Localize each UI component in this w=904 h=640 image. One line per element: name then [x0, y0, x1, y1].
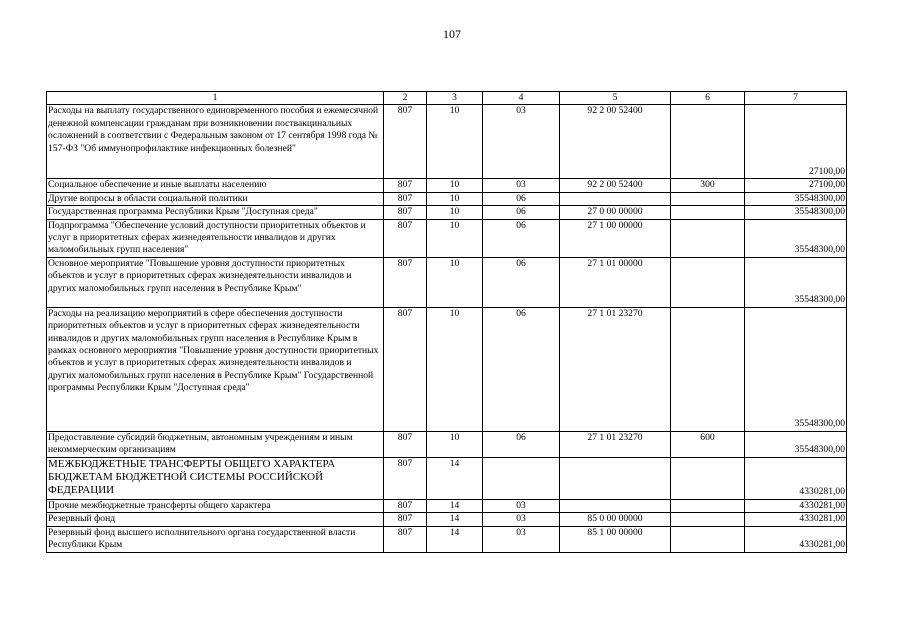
- cell-c3: 14: [427, 499, 483, 512]
- cell-c6: [671, 499, 745, 512]
- table-row: [47, 513, 847, 526]
- table-row: [47, 526, 847, 552]
- cell-c6: [671, 307, 745, 431]
- table-row: [47, 307, 847, 431]
- cell-c4: 06: [483, 206, 560, 219]
- cell-c3: 10: [427, 179, 483, 192]
- cell-c7: 35548300,00: [745, 257, 847, 307]
- cell-c6: 300: [671, 179, 745, 192]
- table-row: [47, 257, 847, 307]
- cell-c5: 27 1 01 00000: [560, 257, 671, 307]
- cell-c5: 85 1 00 00000: [560, 526, 671, 552]
- cell-c2: 807: [384, 219, 427, 257]
- row-name: Расходы на реализацию мероприятий в сфере обеспечения доступности приоритетных объектов и услуг в приоритетных сферах жизнедеятельности инвалидов и других маломобильных групп населения в Республике Крым в рамках основного мероприятия "Повышение уровня доступности приоритетных объектов и услуг в приоритетных сферах жизнедеятельности инвалидов и других маломобильных групп населения в Республике Крым" Государственной программы Республики Крым "Доступная среда": [47, 307, 384, 431]
- cell-c7: 35548300,00: [745, 219, 847, 257]
- table-body: [47, 92, 847, 553]
- cell-c4: 06: [483, 192, 560, 205]
- cell-c2: 807: [384, 499, 427, 512]
- table-row: [47, 219, 847, 257]
- table-row: [47, 457, 847, 499]
- cell-c3: 14: [427, 526, 483, 552]
- cell-c4: 03: [483, 179, 560, 192]
- row-name: Социальное обеспечение и иные выплаты населению: [47, 179, 384, 192]
- cell-c4: 03: [483, 105, 560, 179]
- cell-c5: 27 1 01 23270: [560, 431, 671, 457]
- cell-c2: 807: [384, 307, 427, 431]
- cell-c6: [671, 105, 745, 179]
- row-name: Государственная программа Республики Крым "Доступная среда": [47, 206, 384, 219]
- cell-c4: 06: [483, 219, 560, 257]
- cell-c5: 92 2 00 52400: [560, 105, 671, 179]
- cell-c5: 27 1 00 00000: [560, 219, 671, 257]
- cell-c3: 14: [427, 513, 483, 526]
- row-name: Другие вопросы в области социальной политики: [47, 192, 384, 205]
- column-header: 2: [384, 92, 427, 105]
- column-header: 7: [745, 92, 847, 105]
- cell-c5: 27 0 00 00000: [560, 206, 671, 219]
- budget-table: [46, 91, 847, 553]
- cell-c3: 10: [427, 431, 483, 457]
- column-header: 1: [47, 92, 384, 105]
- cell-c2: 807: [384, 526, 427, 552]
- cell-c4: 03: [483, 499, 560, 512]
- row-name: Резервный фонд высшего исполнительного органа государственной власти Республики Крым: [47, 526, 384, 552]
- table-row: [47, 179, 847, 192]
- cell-c4: 06: [483, 307, 560, 431]
- cell-c2: 807: [384, 257, 427, 307]
- cell-c2: 807: [384, 192, 427, 205]
- cell-c7: 4330281,00: [745, 499, 847, 512]
- table-header-row: [47, 92, 847, 105]
- cell-c3: 10: [427, 219, 483, 257]
- cell-c4: 03: [483, 526, 560, 552]
- row-name: Основное мероприятие "Повышение уровня доступности приоритетных объектов и услуг в приоритетных сферах жизнедеятельности инвалидов и других маломобильных групп населения в Республике Крым": [47, 257, 384, 307]
- cell-c3: 14: [427, 457, 483, 499]
- row-name: Резервный фонд: [47, 513, 384, 526]
- cell-c4: 06: [483, 431, 560, 457]
- cell-c2: 807: [384, 457, 427, 499]
- cell-c7: 27100,00: [745, 105, 847, 179]
- column-header: 5: [560, 92, 671, 105]
- cell-c6: [671, 219, 745, 257]
- cell-c5: 85 0 00 00000: [560, 513, 671, 526]
- cell-c7: 35548300,00: [745, 206, 847, 219]
- cell-c6: 600: [671, 431, 745, 457]
- cell-c7: 4330281,00: [745, 513, 847, 526]
- cell-c6: [671, 206, 745, 219]
- cell-c5: [560, 457, 671, 499]
- cell-c7: 35548300,00: [745, 307, 847, 431]
- row-name: Предоставление субсидий бюджетным, автономным учреждениям и иным некоммерческим организациям: [47, 431, 384, 457]
- cell-c7: 4330281,00: [745, 526, 847, 552]
- column-header: 4: [483, 92, 560, 105]
- cell-c6: [671, 526, 745, 552]
- cell-c6: [671, 457, 745, 499]
- row-name: Прочие межбюджетные трансферты общего характера: [47, 499, 384, 512]
- table-row: [47, 192, 847, 205]
- cell-c7: 35548300,00: [745, 192, 847, 205]
- cell-c7: 27100,00: [745, 179, 847, 192]
- column-header: 6: [671, 92, 745, 105]
- cell-c5: [560, 192, 671, 205]
- cell-c3: 10: [427, 206, 483, 219]
- cell-c3: 10: [427, 105, 483, 179]
- table-row: [47, 431, 847, 457]
- cell-c2: 807: [384, 179, 427, 192]
- page-number: 107: [443, 27, 461, 41]
- table-row: [47, 499, 847, 512]
- row-name: МЕЖБЮДЖЕТНЫЕ ТРАНСФЕРТЫ ОБЩЕГО ХАРАКТЕРА БЮДЖЕТАМ БЮДЖЕТНОЙ СИСТЕМЫ РОССИЙСКОЙ ФЕДЕРАЦИИ: [47, 457, 384, 499]
- cell-c4: 06: [483, 257, 560, 307]
- row-name: Расходы на выплату государственного единовременного пособия и ежемесячной денежной компенсации гражданам при возникновении поствакцинальных осложнений в соответствии с Федеральным законом от 17 сентября 1998 года № 157-ФЗ "Об иммунопрофилактике инфекционных болезней": [47, 105, 384, 179]
- cell-c3: 10: [427, 192, 483, 205]
- cell-c5: 92 2 00 52400: [560, 179, 671, 192]
- column-header: 3: [427, 92, 483, 105]
- table-row: [47, 206, 847, 219]
- cell-c3: 10: [427, 307, 483, 431]
- cell-c3: 10: [427, 257, 483, 307]
- cell-c7: 35548300,00: [745, 431, 847, 457]
- table-row: [47, 105, 847, 179]
- cell-c6: [671, 192, 745, 205]
- cell-c5: [560, 499, 671, 512]
- cell-c7: 4330281,00: [745, 457, 847, 499]
- cell-c6: [671, 257, 745, 307]
- cell-c2: 807: [384, 105, 427, 179]
- cell-c4: [483, 457, 560, 499]
- cell-c2: 807: [384, 431, 427, 457]
- cell-c5: 27 1 01 23270: [560, 307, 671, 431]
- row-name: Подпрограмма "Обеспечение условий доступности приоритетных объектов и услуг в приоритетных сферах жизнедеятельности инвалидов и других маломобильных групп населения": [47, 219, 384, 257]
- cell-c6: [671, 513, 745, 526]
- cell-c2: 807: [384, 206, 427, 219]
- cell-c2: 807: [384, 513, 427, 526]
- cell-c4: 03: [483, 513, 560, 526]
